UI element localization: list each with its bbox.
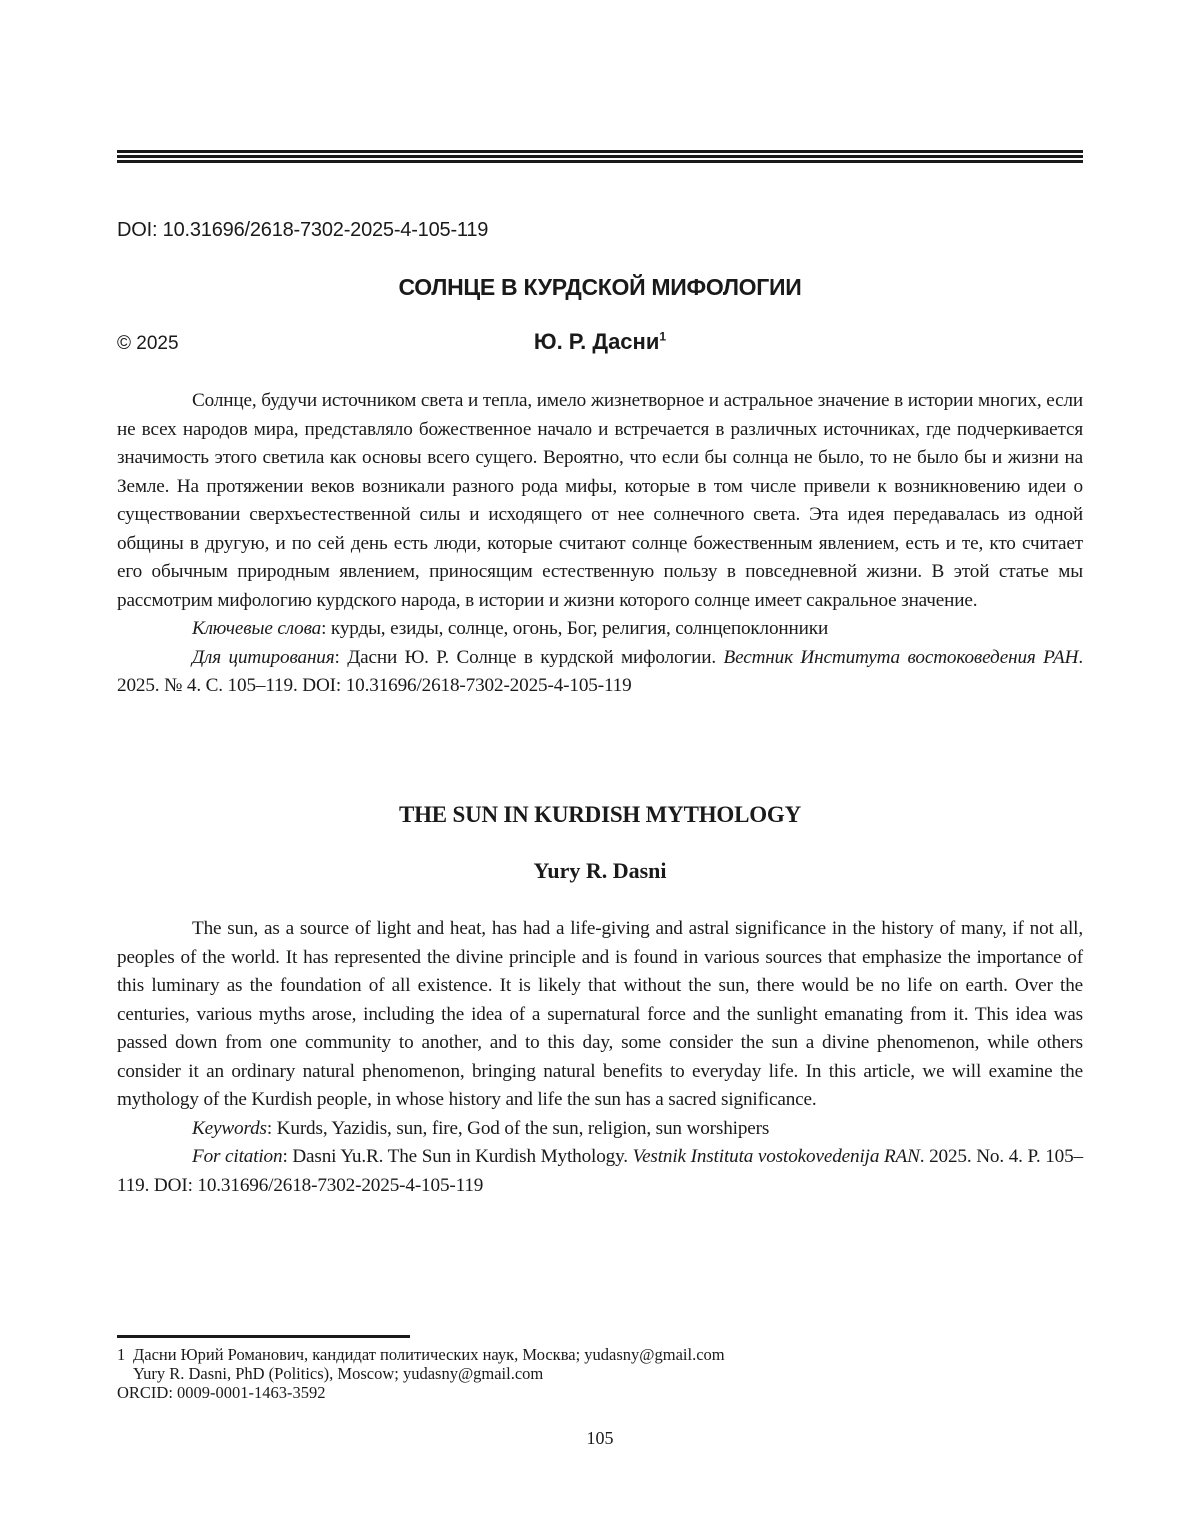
en-citation-text: : Dasni Yu.R. The Sun in Kurdish Mythology. <box>282 1146 633 1167</box>
footnote <box>117 1345 1083 1402</box>
ru-citation <box>117 644 1083 701</box>
en-citation <box>117 1143 1083 1200</box>
author-footnote-mark[interactable]: 1 <box>659 329 667 344</box>
ru-citation-journal: Вестник Института востоковедения РАН <box>723 646 1079 668</box>
ru-abstract: Солнце, будучи источником света и тепла, имело жизнетворное и астральное значение в истории многих, если не всех народов мира, представляло божественное начало и встречается в различных источниках, где подчеркивается значимость этого светила как основы всего сущего. Вероятно, что если бы солнца не было, то не было бы и жизни на Земле. На протяжении веков возникали разного рода мифы, которые в том числе привели к возникновению идеи о существовании сверхъестественной силы и исходящего от нее солнечного света. Эта идея передавалась из одной общины в другую, и по сей день есть люди, которые считают солнце божественным явлением, есть и те, кто считает его обычным природным явлением, приносящим естественную пользу в повседневной жизни. В этой статье мы рассмотрим мифологию курдского народа, в истории и жизни которого солнце имеет сакральное значение. <box>117 390 1083 611</box>
en-keywords-list: : Kurds, Yazidis, sun, fire, God of the sun, religion, sun worshipers <box>266 1117 770 1139</box>
en-citation-rest: . 2025. No. 4. P. 105–119. DOI: 10.31696/2618-7302-2025-4-105-119 <box>117 1146 1083 1196</box>
en-abstract-block <box>117 915 1083 1200</box>
ru-citation-rest: . 2025. № 4. С. 105–119. DOI: 10.31696/2618-7302-2025-4-105-119 <box>117 646 1083 696</box>
footnote-ru-text: Дасни Юрий Романович, кандидат политических наук, Москва; yudasny@gmail.com <box>133 1345 725 1364</box>
en-author: Yury R. Dasni <box>533 858 667 883</box>
ru-keywords-list: : курды, езиды, солнце, огонь, Бог, религия, солнцепоклонники <box>321 618 829 639</box>
ru-author-name: Ю. Р. Дасни <box>533 329 660 354</box>
en-citation-label: For citation <box>192 1146 283 1167</box>
ru-article-title: СОЛНЦЕ В КУРДСКОЙ МИФОЛОГИИ <box>398 274 802 300</box>
footnote-rule <box>117 1335 410 1338</box>
page-number: 105 <box>586 1428 614 1448</box>
footnote-line-ru <box>117 1345 1083 1364</box>
ru-author <box>117 329 1083 355</box>
footnote-mark: 1 <box>117 1345 126 1364</box>
footnote-line-en: Yury R. Dasni, PhD (Politics), Moscow; yudasny@gmail.com <box>133 1364 544 1383</box>
en-keywords <box>117 1115 1083 1144</box>
footnote-orcid: ORCID: 0009-0001-1463-3592 <box>117 1383 326 1402</box>
copyright: © 2025 <box>117 333 179 354</box>
en-citation-journal: Vestnik Instituta vostokovedenija RAN <box>632 1146 920 1167</box>
header-rules <box>117 150 1083 165</box>
en-keywords-label: Keywords <box>192 1117 267 1139</box>
ru-abstract-block <box>117 387 1083 701</box>
doi-header: DOI: 10.31696/2618-7302-2025-4-105-119 <box>117 219 489 241</box>
en-abstract: The sun, as a source of light and heat, has had a life-giving and astral significance in the history of many, if not all, peoples of the world. It has represented the divine principle and is found in various sources that emphasize the importance of this luminary as the foundation of all existence. It is likely that without the sun, there would be no life on earth. Over the centuries, various myths arose, including the idea of a supernatural force and the sunlight emanating from it. This idea was passed down from one community to another, and to this day, some consider the sun a divine phenomenon, while others consider it an ordinary natural phenomenon, bringing natural benefits to everyday life. In this article, we will examine the mythology of the Kurdish people, in whose history and life the sun has a sacred significance. <box>117 918 1083 1110</box>
ru-citation-text: : Дасни Ю. Р. Солнце в курдской мифологии. <box>334 646 724 668</box>
en-article-title: THE SUN IN KURDISH MYTHOLOGY <box>398 802 802 827</box>
ru-citation-label: Для цитирования <box>192 646 335 668</box>
ru-keywords-label: Ключевые слова <box>192 618 322 639</box>
ru-keywords <box>117 615 1083 644</box>
